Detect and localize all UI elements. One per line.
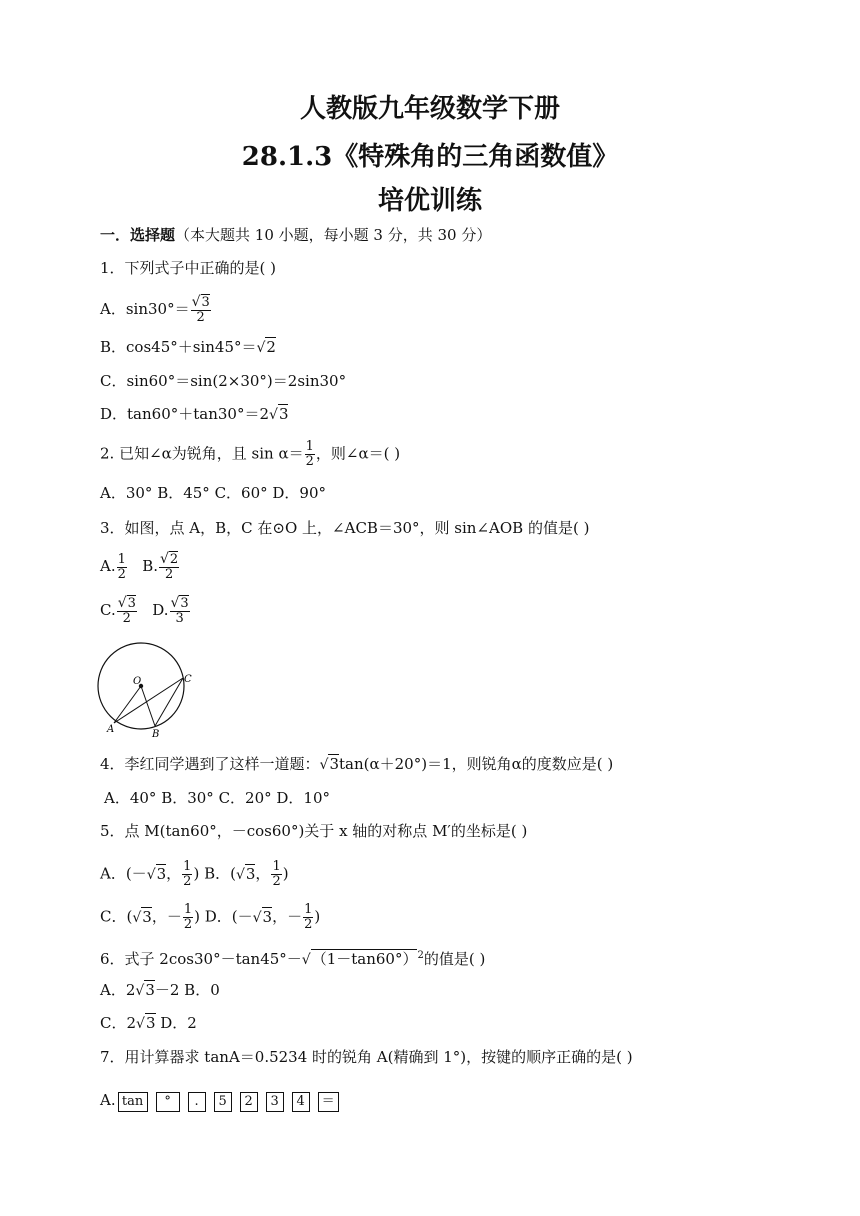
key-tan: tan	[118, 1092, 148, 1112]
q6-pre: 6．式子 2cos30°－tan45°－	[100, 950, 302, 968]
q5-b-close: )	[282, 864, 289, 883]
q2-numerator: 1	[305, 439, 314, 454]
q5-a-radicand: 3	[156, 864, 167, 883]
q2-stem	[100, 440, 400, 469]
q5-d-radicand: 3	[262, 907, 273, 926]
q3-b-numerator: 2	[169, 552, 179, 567]
q6-a-pre: A．2	[100, 981, 136, 999]
q3-b-denominator: 2	[164, 567, 174, 582]
key-dot: .	[188, 1092, 206, 1112]
q6-options-ab: A．2√3－2 B．0	[100, 981, 220, 999]
section-note: （本大题共 10 小题，每小题 3 分，共 30 分）	[175, 226, 492, 244]
title-line-3: 培优训练	[377, 186, 482, 216]
key-2: 2	[240, 1092, 258, 1112]
q7-a-label: A.	[100, 1091, 116, 1109]
q6-a-post: －2 B．0	[154, 981, 220, 999]
q2-options: A．30° B．45° C．60° D．90°	[100, 484, 327, 502]
q6-options-cd: C．2√3 D．2	[100, 1014, 197, 1032]
q6-post: 的值是( )	[423, 950, 486, 968]
q5-c-pre: C．(	[100, 907, 133, 926]
q2-denominator: 2	[305, 454, 314, 469]
q3-a-denominator: 2	[117, 566, 126, 582]
q7-stem: 7．用计算器求 tanA＝0.5234 时的锐角 A(精确到 1°)，按键的顺序正确的是( )	[100, 1048, 633, 1066]
q1-option-c: C．sin60°＝sin(2×30°)＝2sin30°	[100, 372, 347, 390]
q1-stem: 1．下列式子中正确的是( )	[100, 259, 277, 277]
q3-options-ab	[100, 552, 180, 582]
q3-c-numerator: 3	[127, 596, 136, 611]
q1-a-fraction: $\frac{√3}{2}$	[191, 294, 210, 325]
q1-option-d: D．tan60°＋tan30°＝2√3	[100, 405, 289, 423]
q5-d-pre: ) D．(－	[194, 907, 253, 926]
q4-radicand: 3	[329, 755, 340, 773]
segment-ac	[114, 678, 183, 723]
q3-b-label: B.	[142, 557, 158, 575]
label-a: A	[107, 724, 115, 735]
q1-option-b: B．cos45°＋sin45°＝√2	[100, 338, 276, 356]
q3-a-label: A.	[100, 557, 116, 575]
q5-a-comma: ，	[166, 864, 182, 883]
q6-inner: （1－tan60°）	[311, 950, 418, 968]
q5-a-fraction: $\frac{1}{2}$	[183, 859, 192, 889]
key-4: 4	[292, 1092, 310, 1112]
q6-a-radicand: 3	[145, 981, 155, 999]
q1-a-denominator: 2	[196, 310, 205, 325]
segment-oa	[114, 686, 141, 723]
q3-options-cd	[100, 596, 191, 626]
q3-d-label: D.	[152, 601, 169, 619]
q6-stem: 6．式子 $2\cos 30^\circ-\tan 45^\circ-√(1-\tan 60^\circ)^2$的值是( )	[100, 950, 486, 968]
q6-c-pre: C．2	[100, 1014, 137, 1032]
key-degree: °	[156, 1092, 180, 1112]
q5-c-radicand: 3	[142, 907, 152, 926]
q6-c-post: D．2	[155, 1014, 197, 1032]
title-line-1: 人教版九年级数学下册	[299, 94, 560, 124]
q5-b-pre: ) B．(	[193, 864, 236, 883]
q1-b-radicand: 2	[266, 338, 276, 356]
q3-b-fraction: $\frac{√2}{2}$	[160, 551, 179, 582]
q5-b-comma: ，	[255, 864, 271, 883]
q1-d-radicand: 3	[278, 405, 289, 423]
label-b: B	[152, 729, 160, 740]
q5-d-comma: ，－	[272, 907, 303, 926]
q1-option-a	[100, 295, 212, 325]
q5-b-fraction: $\frac{1}{2}$	[272, 859, 281, 889]
q3-c-label: C.	[100, 601, 116, 619]
q5-d-close: )	[314, 907, 321, 926]
q3-d-numerator: 3	[180, 596, 189, 611]
q2-post: ，则∠α＝( )	[315, 444, 401, 463]
q5-b-radicand: 3	[245, 864, 256, 883]
section-heading	[100, 225, 491, 245]
q5-stem: 5．点 M(tan60°，－cos60°)关于 x 轴的对称点 M′的坐标是( )	[100, 822, 528, 840]
q3-c-denominator: 2	[122, 611, 131, 626]
q3-a-numerator: 1	[117, 551, 126, 567]
q3-stem: 3．如图，点 A，B，C 在⊙O 上，∠ACB＝30°，则 sin∠AOB 的值是( )	[100, 519, 590, 537]
q4-post: tan(α＋20°)＝1，则锐角α的度数应是( )	[339, 755, 614, 773]
q1-d-text: D．tan60°＋tan30°＝2	[100, 405, 270, 423]
q3-d-denominator: 3	[175, 611, 184, 626]
q2-fraction	[305, 440, 315, 469]
q3-d-fraction: $\frac{√3}{3}$	[170, 595, 189, 626]
q1-a-text: A．sin30°＝	[100, 300, 190, 318]
q4-options: A．40° B．30° C．20° D．10°	[104, 789, 331, 807]
q5-options-cd: C．(√3，－ $\frac{1}{2}$ ) D．(－√3，－ $\frac{1}{2}$ )	[100, 902, 321, 932]
title-line-2: 28.1.3《特殊角的三角函数值》	[241, 142, 619, 172]
q4-stem: 4．李红同学遇到了这样一道题：√3tan(α＋20°)＝1，则锐角α的度数应是( )	[100, 755, 614, 773]
q4-pre: 4．李红同学遇到了这样一道题：	[100, 755, 320, 773]
key-3: 3	[266, 1092, 284, 1112]
q5-c-comma: ，－	[151, 907, 182, 926]
q1-a-numerator: 3	[201, 295, 210, 310]
q6-c-radicand: 3	[145, 1014, 156, 1032]
label-o: O	[133, 676, 142, 687]
q1-b-text: B．cos45°＋sin45°＝	[100, 338, 257, 356]
segment-ob	[141, 686, 155, 726]
q3-circle-figure	[95, 640, 205, 740]
key-5: 5	[214, 1092, 232, 1112]
q5-c-fraction: $\frac{1}{2}$	[183, 902, 193, 932]
q5-options-ab: A．(－√3， $\frac{1}{2}$ ) B．(√3， $\frac{1}{2}$ )	[100, 859, 289, 889]
q5-a-pre: A．(－	[100, 864, 147, 883]
q3-a-fraction	[117, 553, 127, 582]
section-label: 一．选择题	[100, 226, 176, 244]
q6-exponent: 2	[417, 950, 424, 961]
q5-d-fraction: $\frac{1}{2}$	[304, 902, 313, 932]
label-c: C	[184, 674, 192, 685]
q7-option-a	[100, 1090, 347, 1112]
key-equals: ＝	[318, 1092, 339, 1112]
q2-pre: 2. 已知∠α为锐角，且 sin α＝	[100, 444, 304, 463]
q3-c-fraction: $\frac{√3}{2}$	[117, 595, 136, 626]
